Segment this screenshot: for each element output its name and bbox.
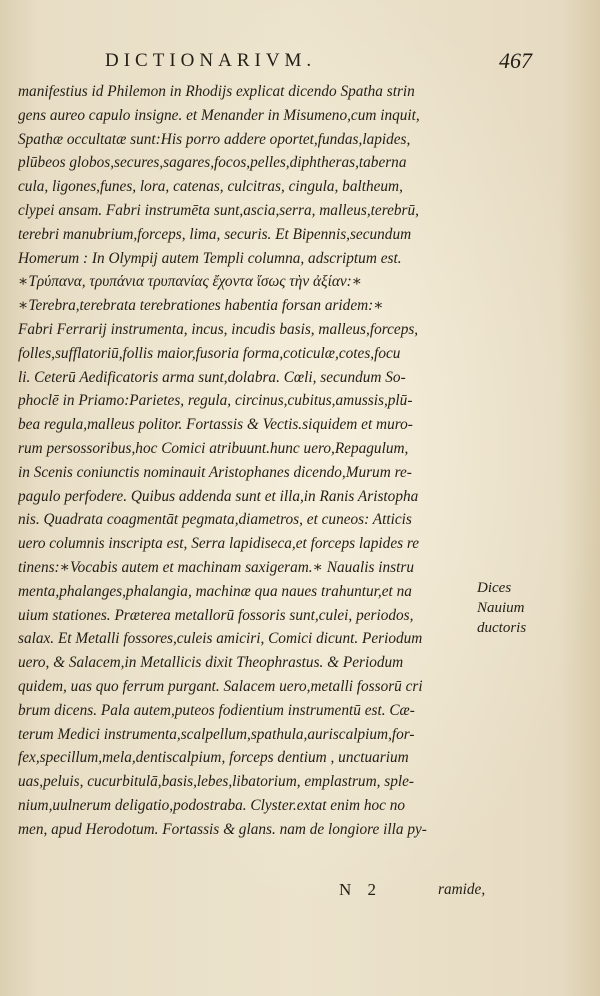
text-line: ∗Terebra,terebrata terebrationes habentia forsan aridem:∗ [18,297,384,315]
text-line: in Scenis coniunctis nominauit Aristophanes dicendo,Murum re- [18,463,412,481]
text-line: li. Ceterū Aedificatoris arma sunt,dolabra. Cœli, secundum So- [18,368,406,386]
marginal-note [477,578,547,638]
text-line: rum persossoribus,hoc Comici atribuunt.hunc uero,Repagulum, [18,439,409,457]
text-line: terum Medici instrumenta,scalpellum,spathula,auriscalpium,for- [18,725,415,743]
page-footer [18,878,518,902]
page-number: 467 [499,48,532,73]
text-line: men, apud Herodotum. Fortassis & glans. nam de longiore illa py- [18,820,427,838]
text-line: uero columnis inscripta est, Serra lapidisecа,et forceps lapides re [18,535,420,553]
text-line: cula, ligones,funes, lora, catenas, culcitras, cingula, baltheum, [18,178,403,196]
text-line: fex,specillum,mela,dentiscalpium, forceps dentium , unctuarium [18,749,409,767]
body-text [18,80,484,842]
marginal-note-line: ductoris [477,620,527,636]
text-line: Spathæ occultatæ sunt:His porro addere oportet,fundas,lapides, [18,130,411,148]
text-line: uium stationes. Præterea metallorū fossoris sunt,culei, periodos, [18,606,414,624]
text-line: salax. Et Metalli fossores,culeis amiciri, Comici dicunt. Periodum [18,630,423,648]
text-line: pagulo perfodere. Quibus addenda sunt et illa,in Ranis Aristopha [18,487,419,505]
greek-quotation-line: ∗Τρύπανα, τρυπάνια τρυπανίας ἔχοντα ἴσως τὴν ἀξίαν:∗ [18,273,363,291]
page-header [60,46,530,76]
text-line: nium,uulnerum deligatio,podostraba. Clyster.extat enim hoc no [18,796,406,814]
text-line: terebri manubrium,forceps, lima, securis. Et Bipennis,secundum [18,225,412,243]
running-title: DICTIONARIVM. [105,50,317,71]
text-line: brum dicens. Pala autem,puteos fodientium instrumentū est. Cæ- [18,701,415,719]
text-line: manifestius id Philemon in Rhodijs explicat dicendo Spatha strin [18,83,415,100]
text-line: nis. Quadrata coagmentāt pegmata,diametros, et cuneos: Atticis [18,511,412,529]
text-line: phoclē in Priamo:Parietes, regula, circinus,cubitus,amussis,plū- [18,392,413,410]
text-line: menta,phalanges,phalangia, machinæ qua naues trahuntur,et na [18,582,412,600]
text-line: quidem, uas quo ferrum purgant. Salacem uero,metalli fossorū cri [18,677,423,695]
text-line: plūbeos globos,secures,sagares,focos,pelles,diphtheras,taberna [18,154,407,172]
text-line: gens aureo capulo insigne. et Menander in Misumeno,cum inquit, [18,106,420,124]
text-line: clypei ansam. Fabri instrumēta sunt,ascia,serra, malleus,terebrū, [18,201,419,219]
text-line: uas,peluis, cucurbitulā,basis,lebes,libatorium, emplastrum, sple- [18,773,415,791]
signature-mark: N 2 [339,880,383,899]
marginal-note-line: Dices [477,580,512,596]
text-line: Homerum : In Olympij autem Templi columna, adscriptum est. [18,249,402,267]
text-line: uero, & Salacem,in Metallicis dixit Theophrastus. & Periodum [18,654,404,672]
text-line: tinens:∗Vocabis autem et machinam saxigeram.∗ Naualis instru [18,558,414,576]
text-line: bea regula,malleus politor. Fortassis & Vectis.siquidem et muro- [18,416,413,434]
catchword: ramide, [438,881,486,898]
text-line: folles,sufflatoriū,follis maior,fusoria forma,coticulæ,cotes,focu [18,344,401,362]
text-line: Fabri Ferrarij instrumenta, incus, incudis basis, malleus,forceps, [18,320,419,338]
marginal-note-line: Nauium [477,600,525,616]
